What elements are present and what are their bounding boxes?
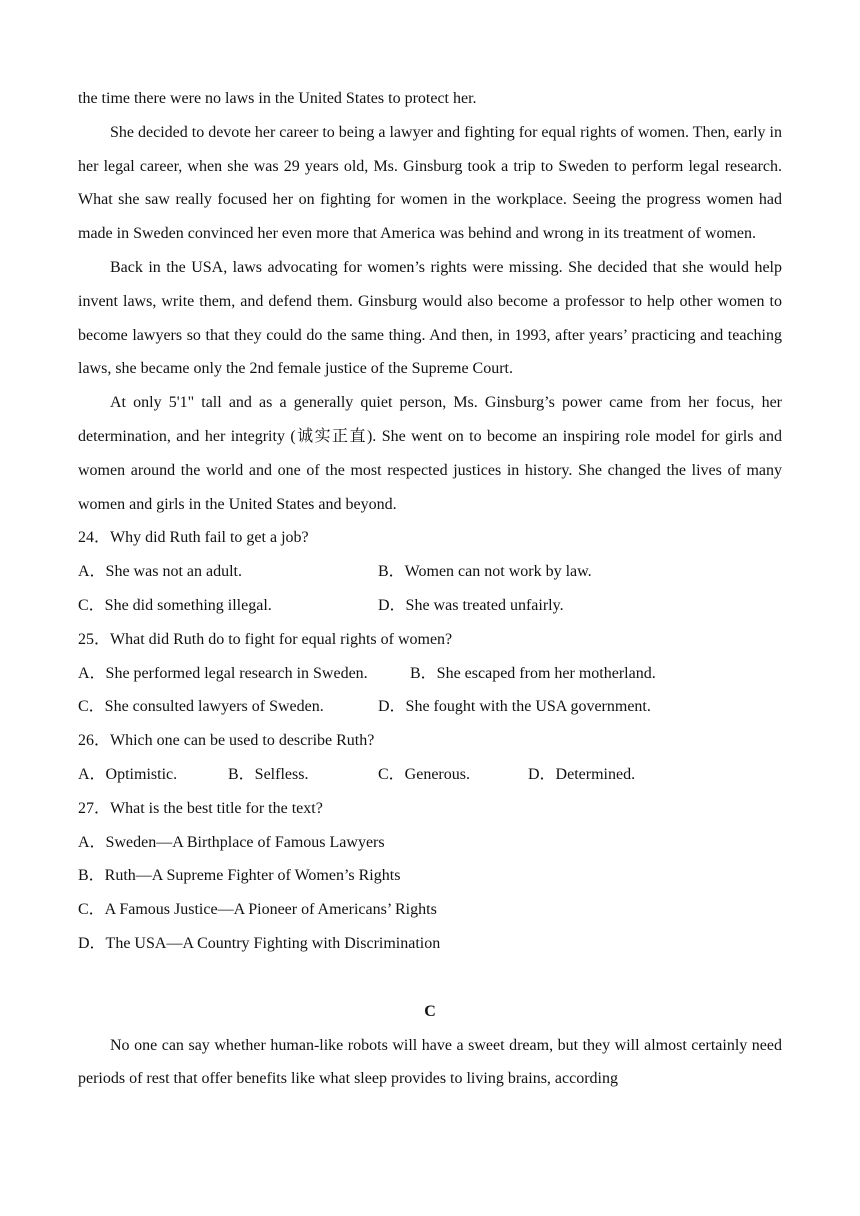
question-24-option-a: A．She was not an adult. [78,563,242,581]
question-25-option-c: C．She consulted lawyers of Sweden. [78,698,324,716]
question-27-option-a: A．Sweden—A Birthplace of Famous Lawyers [78,833,385,851]
question-26-option-b: B．Selfless. [228,765,309,783]
passage-b-paragraph-0: the time there were no laws in the United States to protect her. [78,90,477,107]
question-24-option-c: C．She did something illegal. [78,596,272,614]
question-26-option-c: C．Generous. [378,765,470,783]
question-26-option-a: A．Optimistic. [78,765,178,783]
passage-b-paragraph-2: Back in the USA, laws advocating for women’s rights were missing. She decided that she would help invent laws, write them, and defend them. Ginsburg would also become a professor to help other women to become lawyers so that they could do the same thing. And then, in 1993, after years’ practicing and teaching laws, she became only the 2nd female justice of the Supreme Court. [78,258,782,378]
question-24-options-row-2 [78,589,782,623]
question-25-options-row-1 [78,657,782,691]
passage-b-paragraph-3: At only 5'1" tall and as a generally quiet person, Ms. Ginsburg’s power came from her focus, her determination, and her integrity (诚实正直). She went on to become an inspiring role model for girls and women around the world and one of the most respected justices in history. She changed the lives of many women and girls in the United States and beyond. [78,394,782,513]
question-25-options-row-2 [78,690,782,724]
question-25-stem: 25．What did Ruth do to fight for equal rights of women? [78,630,453,648]
question-24-option-d: D．She was treated unfairly. [378,596,564,614]
question-24-options-row-1 [78,555,782,589]
question-27-stem: 27．What is the best title for the text? [78,799,323,817]
question-25-option-d: D．She fought with the USA government. [378,698,651,716]
document-page [78,82,782,1096]
question-27-option-b: B．Ruth—A Supreme Fighter of Women’s Rights [78,867,401,885]
question-27-option-c: C．A Famous Justice—A Pioneer of Americans’ Rights [78,901,437,919]
question-25-option-a: A．She performed legal research in Sweden. [78,664,368,682]
passage-c-paragraph-1: No one can say whether human-like robots will have a sweet dream, but they will almost certainly need periods of rest that offer benefits like what sleep provides to living brains, according [78,1036,782,1088]
question-24-option-b: B．Women can not work by law. [378,563,592,581]
question-24-stem: 24．Why did Ruth fail to get a job? [78,529,309,547]
passage-c-title: C [424,1002,436,1020]
question-25-option-b: B．She escaped from her motherland. [410,664,656,682]
question-26-stem: 26．Which one can be used to describe Ruth? [78,732,375,750]
question-27-option-d: D．The USA—A Country Fighting with Discrimination [78,934,441,952]
passage-b-paragraph-1: She decided to devote her career to being a lawyer and fighting for equal rights of women. Then, early in her legal career, when she was 29 years old, Ms. Ginsburg took a trip to Sweden to perform legal research. What she saw really focused her on fighting for women in the workplace. Seeing the progress women had made in Sweden convinced her even more that America was behind and wrong in its treatment of women. [78,123,782,243]
question-26-options-row [78,758,782,792]
question-26-option-d: D．Determined. [528,765,636,783]
